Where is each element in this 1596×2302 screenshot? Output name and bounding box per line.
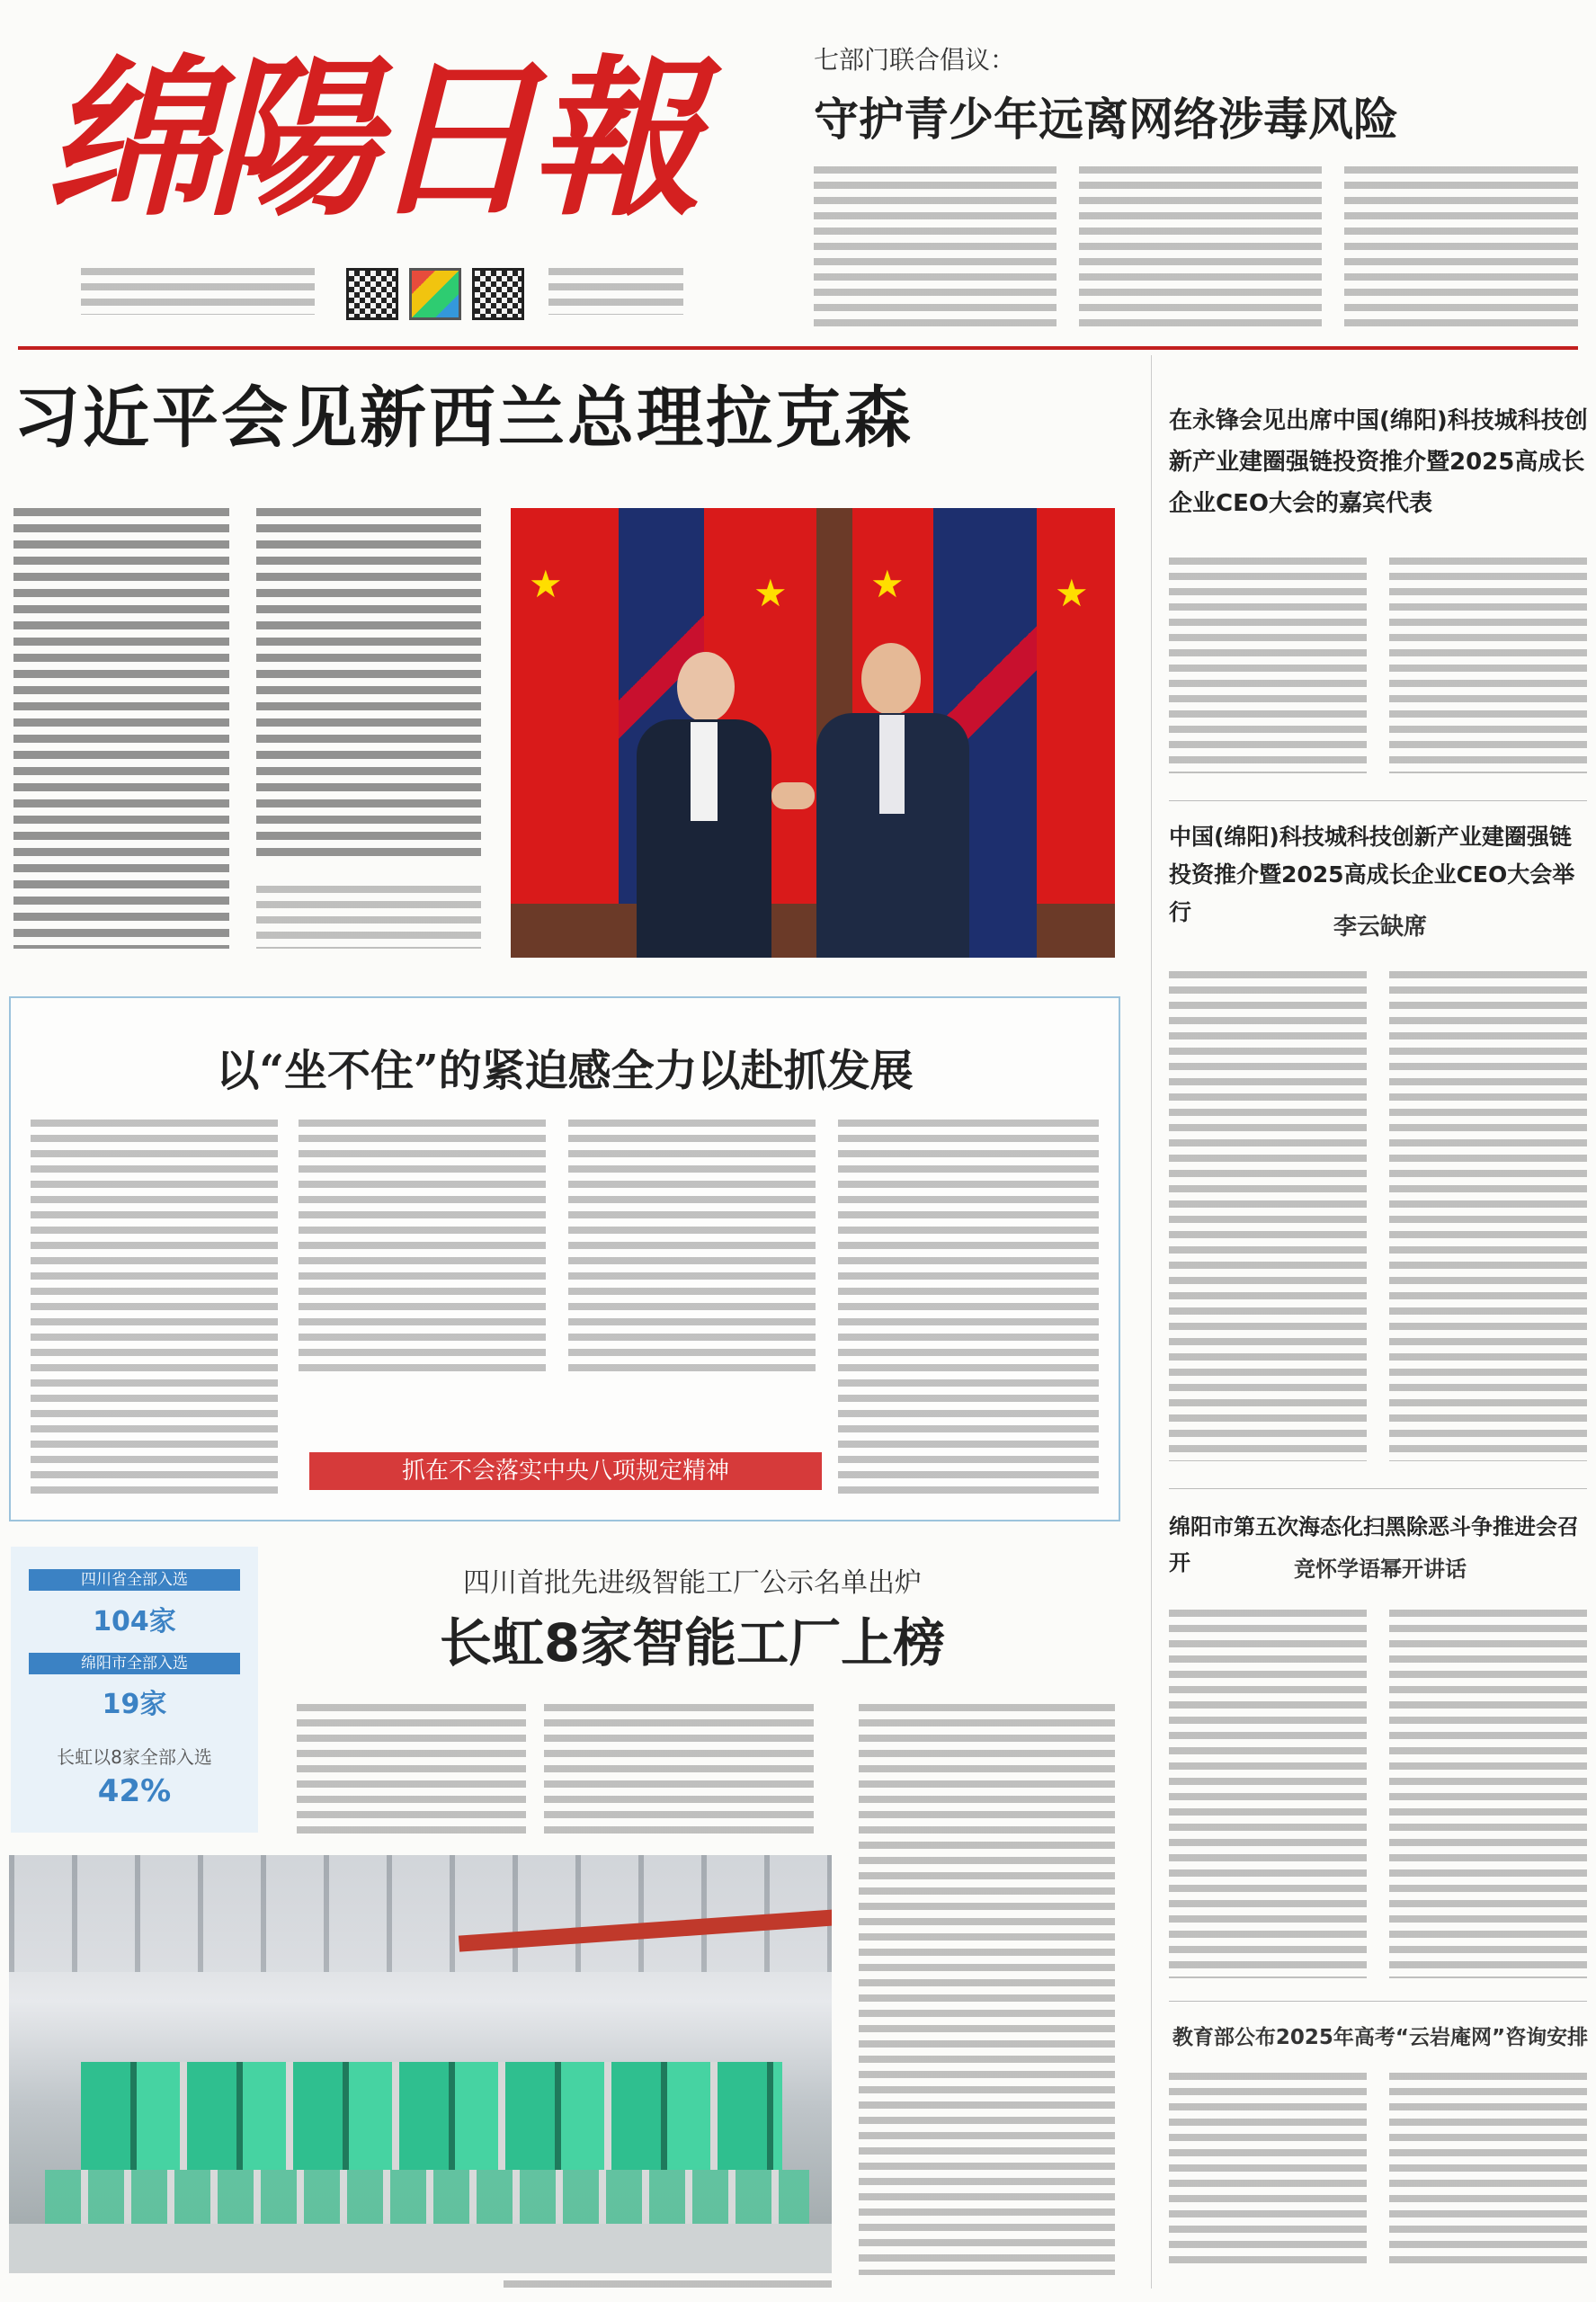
factory-photo-caption — [504, 2280, 832, 2289]
divider — [1169, 2001, 1587, 2002]
divider — [1169, 1488, 1587, 1489]
stat-value: 104家 — [93, 1606, 176, 1637]
factory-photo — [9, 1855, 832, 2273]
right-story3-body — [1389, 1610, 1587, 1978]
lead-photo — [511, 508, 1115, 958]
right-story3-body — [1169, 1610, 1367, 1978]
right-story2-body — [1169, 971, 1367, 1461]
stat-note: 长虹以8家全部入选 — [57, 1746, 212, 1768]
lead-headline: 习近平会见新西兰总理拉克森 — [13, 379, 914, 457]
editorial-body — [299, 1120, 546, 1376]
china-flag: ★ — [1037, 508, 1115, 904]
editorial-body — [838, 1120, 1099, 1497]
top-story-body — [1344, 166, 1578, 328]
handshake — [771, 782, 815, 809]
china-flag: ★ — [511, 508, 619, 904]
lead-body-col1 — [13, 508, 229, 949]
editorial-box — [9, 996, 1120, 1521]
right-story3-byline: 竞怀学语幂开讲话 — [1294, 1556, 1467, 1582]
right-story4-headline: 教育部公布2025年高考“云岩庵网”咨询安排 — [1172, 2026, 1589, 2049]
person-left — [628, 652, 780, 958]
masthead-divider — [18, 346, 1578, 350]
right-story4-body — [1389, 2073, 1587, 2271]
person-right — [807, 643, 978, 958]
qr-code-icon — [346, 268, 398, 320]
china-flag: ★ — [704, 508, 816, 904]
lead-body-col2 — [256, 508, 481, 859]
changhong-body — [859, 1704, 1115, 2275]
top-story-headline: 守护青少年远离网络涉毒风险 — [814, 94, 1398, 146]
right-story1-body — [1169, 558, 1367, 773]
right-story1-body — [1389, 558, 1587, 773]
stat-percent: 42% — [97, 1773, 172, 1809]
right-story3-headline: 绵阳市第五次海态化扫黑除恶斗争推进会召开 — [1169, 1514, 1579, 1575]
changhong-kicker: 四川首批先进级智能工厂公示名单出炉 — [463, 1567, 922, 1599]
right-story2-headline: 中国(绵阳)科技城科技创新产业建圈强链投资推介暨2025高成长企业CEO大会举行 — [1169, 824, 1575, 925]
right-column — [1151, 355, 1152, 2289]
right-story1-headline: 在永锋会见出席中国(绵阳)科技城科技创新产业建圈强链投资推介暨2025高成长企业CEO大会的嘉宾代表 — [1169, 407, 1588, 517]
top-story — [814, 40, 1583, 337]
changhong-headline: 长虹8家智能工厂上榜 — [439, 1612, 946, 1673]
divider — [1169, 800, 1587, 801]
qr-code-icon — [472, 268, 524, 320]
top-story-body — [814, 166, 1057, 328]
stats-panel — [11, 1547, 258, 1833]
right-story4-body — [1169, 2073, 1367, 2271]
right-story2-byline: 李云缺席 — [1333, 914, 1427, 941]
stat-label: 绵阳市全部入选 — [29, 1653, 240, 1674]
changhong-body — [544, 1704, 814, 1839]
top-story-body — [1079, 166, 1322, 328]
editorial-banner: 抓在不会落实中央八项规定精神 — [309, 1452, 822, 1490]
masthead — [36, 27, 791, 297]
editorial-body — [31, 1120, 278, 1497]
editorial-body — [568, 1120, 816, 1376]
china-flag: ★ — [852, 508, 933, 904]
masthead-info-text — [548, 268, 683, 315]
changhong-body — [297, 1704, 526, 1839]
right-story2-body — [1389, 971, 1587, 1461]
photo-caption — [256, 886, 481, 949]
masthead-info-text — [81, 268, 315, 315]
editorial-headline: 以“坐不住”的紧迫感全力以赴抓发展 — [216, 1046, 914, 1096]
stat-value: 19家 — [102, 1689, 167, 1720]
top-story-kicker: 七部门联合倡议： — [814, 45, 1016, 75]
masthead-title: 绵陽日報 — [45, 39, 693, 239]
stat-label: 四川省全部入选 — [29, 1569, 240, 1591]
app-logo-icon — [409, 268, 461, 320]
